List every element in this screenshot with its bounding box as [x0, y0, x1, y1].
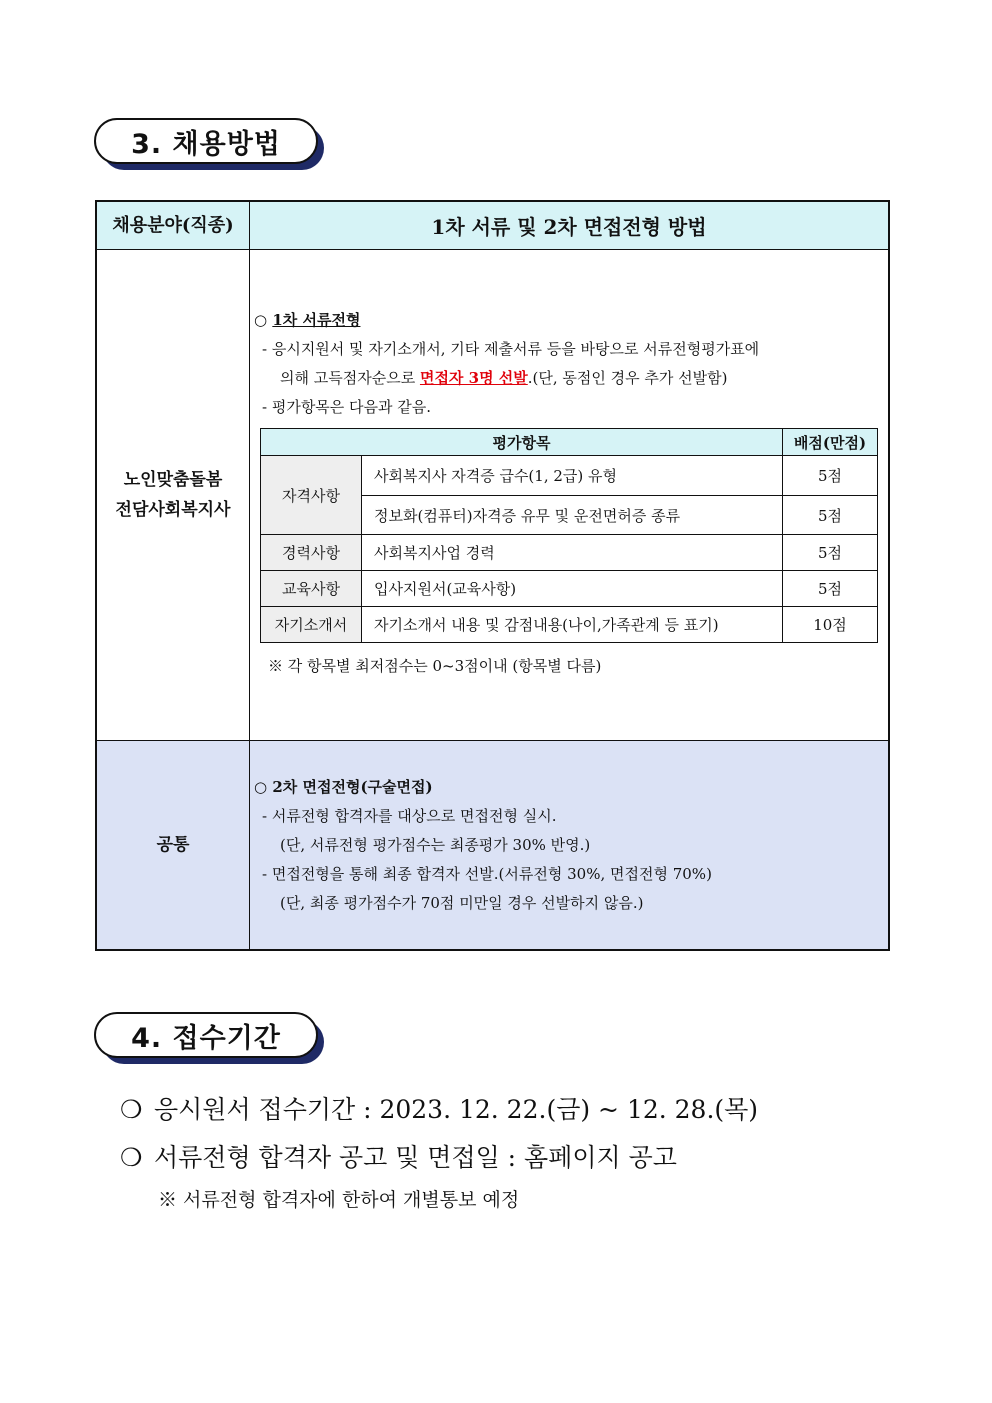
eval-header-item: 평가항목: [261, 429, 783, 456]
announcement-text: 서류전형 합격자 공고 및 면접일 : 홈페이지 공고: [154, 1143, 677, 1172]
notification-note: ※ 서류전형 합격자에 한하여 개별통보 예정: [158, 1189, 520, 1211]
field-cell-caregiver: [96, 250, 250, 741]
heading-text: 1차 서류전형: [272, 311, 361, 329]
eval-item: 자기소개서 내용 및 감점내용(나이,가족관계 등 표기): [362, 607, 783, 643]
header-field: 채용분야(직종): [96, 201, 250, 250]
recruitment-method-table: [95, 200, 890, 951]
section-4-heading: 4. 접수기간: [94, 1012, 318, 1058]
table-header-row: [96, 201, 889, 250]
circle-bullet-icon: ❍: [120, 1143, 143, 1172]
interview-block: [250, 773, 888, 918]
eval-row: [261, 535, 878, 571]
eval-item: 사회복지사 자격증 급수(1, 2급) 유형: [362, 456, 783, 496]
eval-score: 5점: [783, 496, 878, 535]
eval-score: 5점: [783, 456, 878, 496]
document-screening-cell: [250, 250, 890, 741]
eval-category: 교육사항: [261, 571, 362, 607]
circle-bullet-icon: ❍: [120, 1095, 143, 1124]
field-line-1: 노인맞춤돌봄: [123, 470, 223, 490]
interview-cell: [250, 741, 890, 951]
section-3-title: [94, 118, 320, 166]
eval-header-score: 배점(만점): [783, 429, 878, 456]
eval-row: [261, 571, 878, 607]
evaluation-table: [260, 428, 878, 643]
section-3-heading: 3. 채용방법: [94, 118, 318, 164]
screening-line-1: - 응시지원서 및 자기소개서, 기타 제출서류 등을 바탕으로 서류전형평가표에: [262, 340, 760, 358]
table-row-common: [96, 741, 889, 951]
interview-line-3: - 면접전형을 통해 최종 합격자 선발.(서류전형 30%, 면접전형 70%): [262, 865, 712, 883]
eval-score: 10점: [783, 607, 878, 643]
eval-header-row: [261, 429, 878, 456]
eval-score: 5점: [783, 571, 878, 607]
section-4-title: [94, 1012, 320, 1060]
eval-category: 자격사항: [261, 456, 362, 535]
highlight-interviewees: 면접자 3명 선발: [419, 369, 528, 387]
eval-item: 입사지원서(교육사항): [362, 571, 783, 607]
line-2-pre: 의해 고득점자순으로: [280, 369, 420, 387]
header-method: 1차 서류 및 2차 면접전형 방법: [250, 201, 890, 250]
eval-category: 자기소개서: [261, 607, 362, 643]
evaluation-note: ※ 각 항목별 최저점수는 0~3점이내 (항목별 다름): [268, 657, 602, 675]
eval-category: 경력사항: [261, 535, 362, 571]
eval-item: 정보화(컴퓨터)자격증 유무 및 운전면허증 종류: [362, 496, 783, 535]
table-row-caregiver: [96, 250, 889, 741]
eval-item: 사회복지사업 경력: [362, 535, 783, 571]
interview-line-1: - 서류전형 합격자를 대상으로 면접전형 실시.: [262, 807, 557, 825]
receipt-period-item: [120, 1090, 758, 1126]
document-screening-heading: [254, 306, 888, 335]
announcement-item: [120, 1138, 677, 1174]
heading-text: 2차 면접전형(구술면접): [272, 778, 433, 796]
receipt-period-text: 응시원서 접수기간 : 2023. 12. 22.(금) ~ 12. 28.(목): [154, 1095, 759, 1124]
circle-bullet-icon: ○: [254, 778, 268, 796]
screening-line-3: - 평가항목은 다음과 같음.: [262, 398, 432, 416]
eval-row: [261, 456, 878, 496]
interview-line-4: (단, 최종 평가점수가 70점 미만일 경우 선발하지 않음.): [280, 894, 644, 912]
line-2-post: .(단, 동점인 경우 추가 선발함): [527, 369, 728, 387]
screening-line-2: [254, 364, 888, 393]
interview-heading: [254, 773, 888, 802]
interview-line-2: (단, 서류전형 평가점수는 최종평가 30% 반영.): [280, 836, 591, 854]
field-cell-common: 공통: [96, 741, 250, 951]
circle-bullet-icon: ○: [254, 311, 268, 329]
eval-score: 5점: [783, 535, 878, 571]
eval-row: [261, 607, 878, 643]
document-screening-block: [250, 306, 888, 422]
field-line-2: 전담사회복지사: [115, 500, 231, 520]
